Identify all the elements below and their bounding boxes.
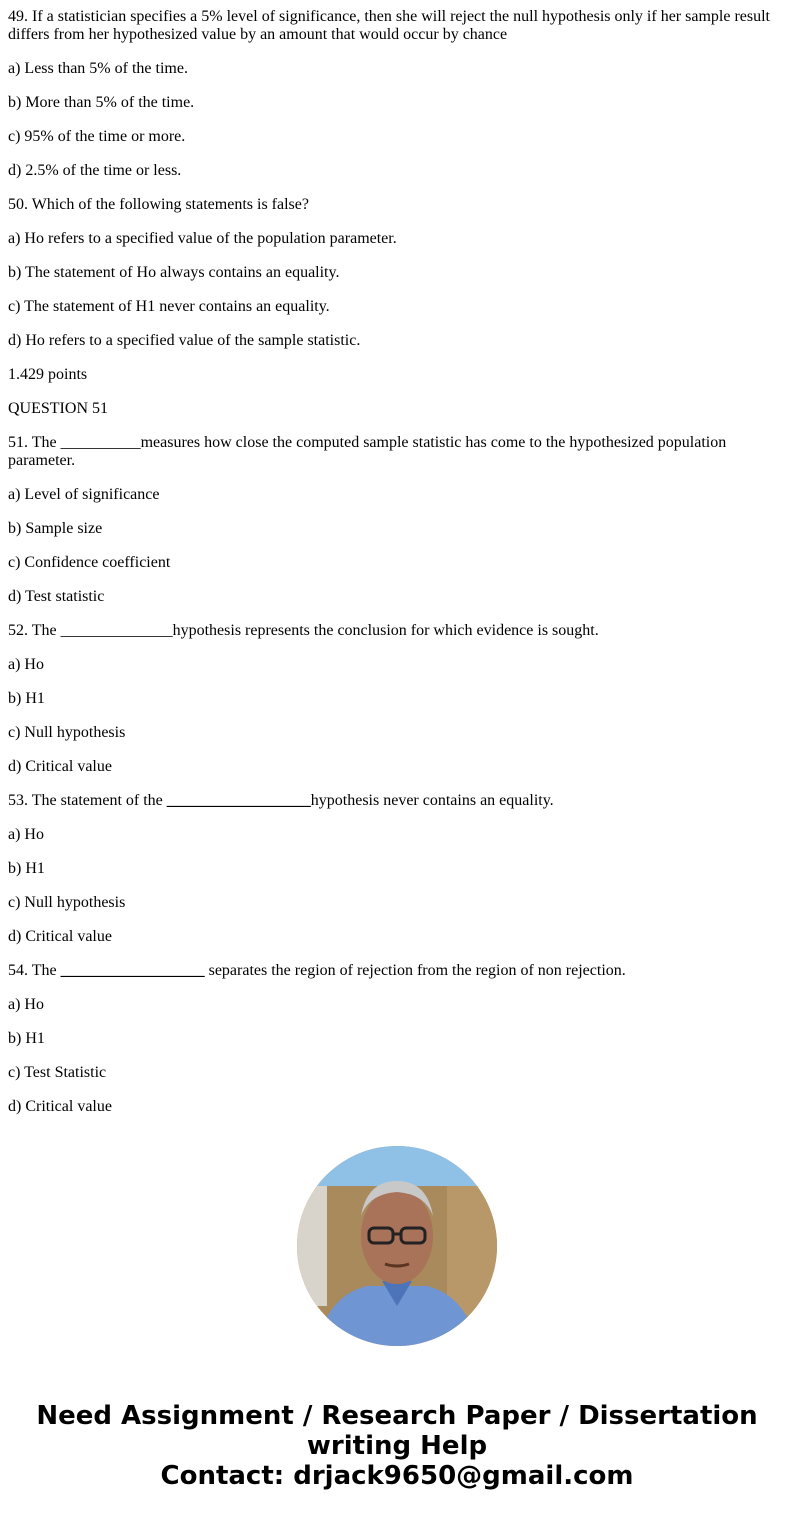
question-text: 50. Which of the following statements is false? [8,196,309,213]
option: a) Ho [8,996,44,1013]
contact-email: Contact: drjack9650@gmail.com [160,1461,634,1491]
option: c) Null hypothesis [8,894,126,911]
question-header: QUESTION 51 [8,400,108,417]
option: b) More than 5% of the time. [8,94,195,111]
option: c) 95% of the time or more. [8,128,186,145]
option: b) H1 [8,1030,45,1047]
promo-banner [8,1401,786,1491]
promo-line: Need Assignment / Research Paper / Dissertation [36,1401,758,1431]
text: hypothesis never contains an equality. [310,792,554,809]
question-51 [8,434,786,606]
text: measures how close the computed sample statistic has come to the hypothesized population parameter. [8,434,727,469]
option: a) Level of significance [8,486,160,503]
option: d) Critical value [8,758,112,775]
text: 51. The [8,434,61,451]
option: a) Less than 5% of the time. [8,60,188,77]
question-54 [8,962,786,1116]
option: a) Ho refers to a specified value of the population parameter. [8,230,397,247]
option: b) The statement of Ho always contains an equality. [8,264,340,281]
option: d) Critical value [8,928,112,945]
option: d) Ho refers to a specified value of the sample statistic. [8,332,361,349]
question-50 [8,196,786,350]
question-49 [8,8,786,180]
option: c) Confidence coefficient [8,554,171,571]
question-text [8,792,786,810]
blank: __________ [60,434,141,451]
promo-line: writing Help [306,1431,488,1461]
question-52 [8,622,786,776]
option: c) Test Statistic [8,1064,107,1081]
option: b) H1 [8,860,45,877]
text: 52. The [8,622,61,639]
question-text [8,434,786,470]
text: 54. The [8,962,61,979]
points-label: 1.429 points [8,366,88,383]
question-text [8,622,786,640]
text: 53. The statement of the [8,792,167,809]
option: a) Ho [8,656,44,673]
author-photo [297,1146,497,1346]
text: hypothesis represents the conclusion for which evidence is sought. [172,622,599,639]
blank: ______________ [60,622,173,639]
option: d) 2.5% of the time or less. [8,162,182,179]
option: b) H1 [8,690,45,707]
option: b) Sample size [8,520,103,537]
option: d) Critical value [8,1098,112,1115]
blank: __________________ [166,792,311,809]
question-text: 49. If a statistician specifies a 5% level of significance, then she will reject the null hypothesis only if her sample result differs from her hypothesized value by an amount that would occur by chance [8,8,770,43]
blank: __________________ [60,962,205,979]
option: c) The statement of H1 never contains an equality. [8,298,330,315]
question-53 [8,792,786,946]
option: d) Test statistic [8,588,105,605]
text: separates the region of rejection from the region of non rejection. [204,962,626,979]
option: c) Null hypothesis [8,724,126,741]
option: a) Ho [8,826,44,843]
question-text [8,962,786,980]
